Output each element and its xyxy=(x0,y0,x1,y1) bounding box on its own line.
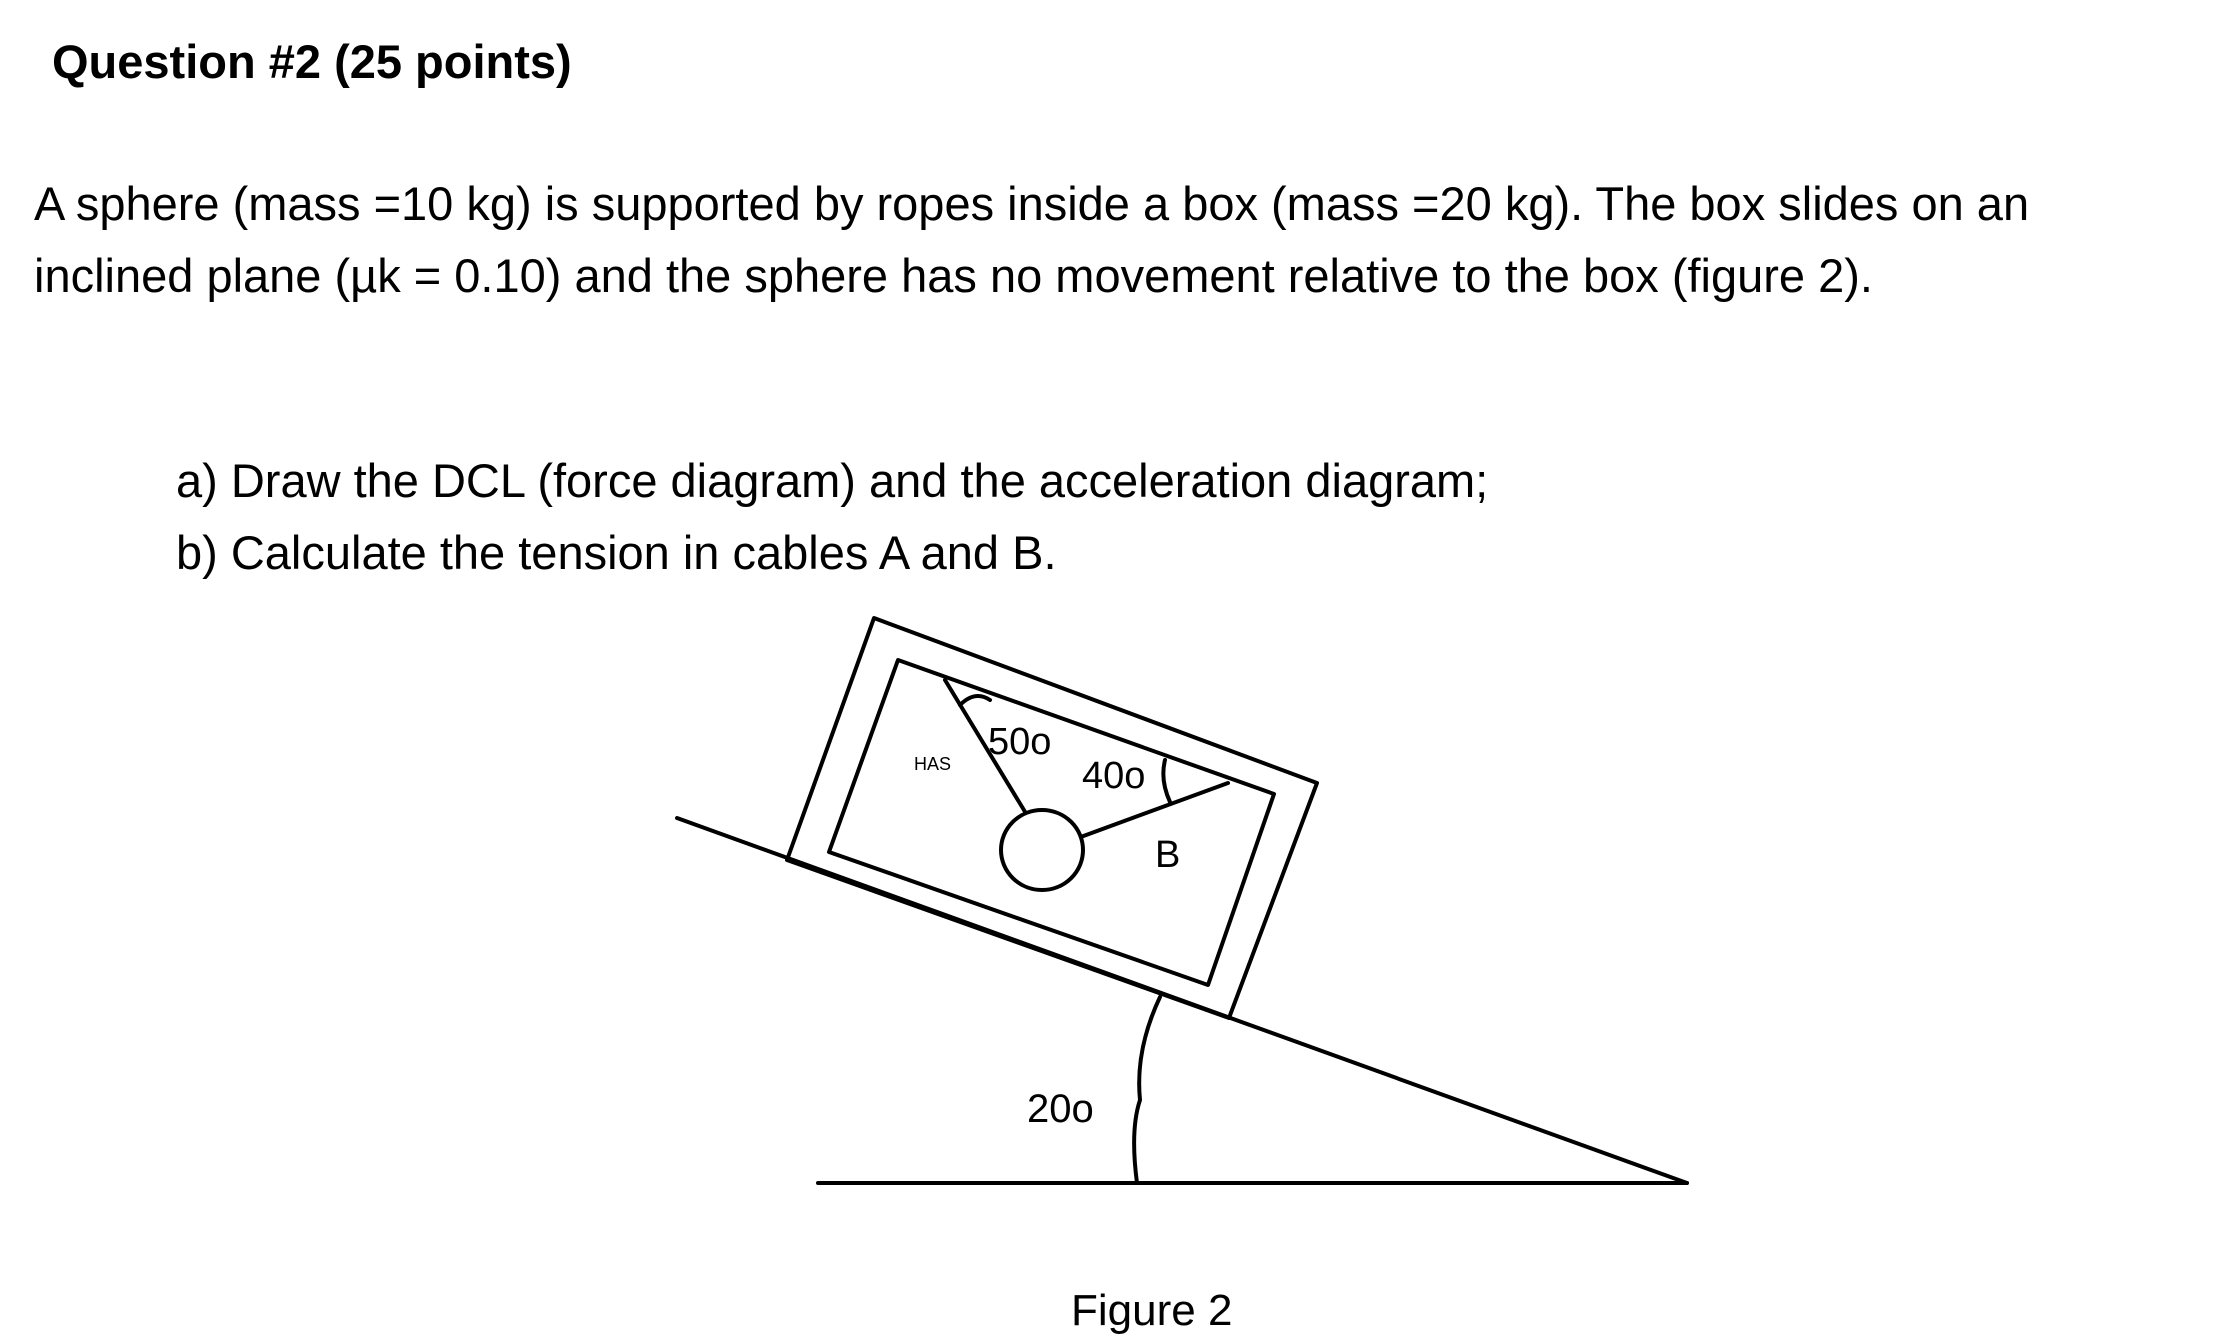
angle-a-label: 50o xyxy=(988,721,1052,763)
figure-caption: Figure 2 xyxy=(1071,1286,1233,1335)
sphere xyxy=(1001,810,1083,890)
angle-b-label: 40o xyxy=(1082,755,1146,797)
incline-angle-label: 20o xyxy=(1027,1087,1094,1131)
incline-angle-arc xyxy=(1134,997,1160,1183)
problem-statement-line-2: inclined plane (µk = 0.10) and the sphere has no movement relative to the box (figure 2). xyxy=(34,249,1873,302)
cable-a-label: HAS xyxy=(914,754,952,774)
task-b: b) Calculate the tension in cables A and B. xyxy=(176,526,1057,579)
cable-b-label: B xyxy=(1155,834,1181,876)
angle-arc-a xyxy=(960,696,990,705)
task-a: a) Draw the DCL (force diagram) and the acceleration diagram; xyxy=(176,454,1489,507)
angle-arc-b xyxy=(1163,760,1170,802)
question-title: Question #2 (25 points) xyxy=(52,35,572,88)
problem-statement-line-1: A sphere (mass =10 kg) is supported by ropes inside a box (mass =20 kg). The box slides on an xyxy=(34,177,2030,230)
